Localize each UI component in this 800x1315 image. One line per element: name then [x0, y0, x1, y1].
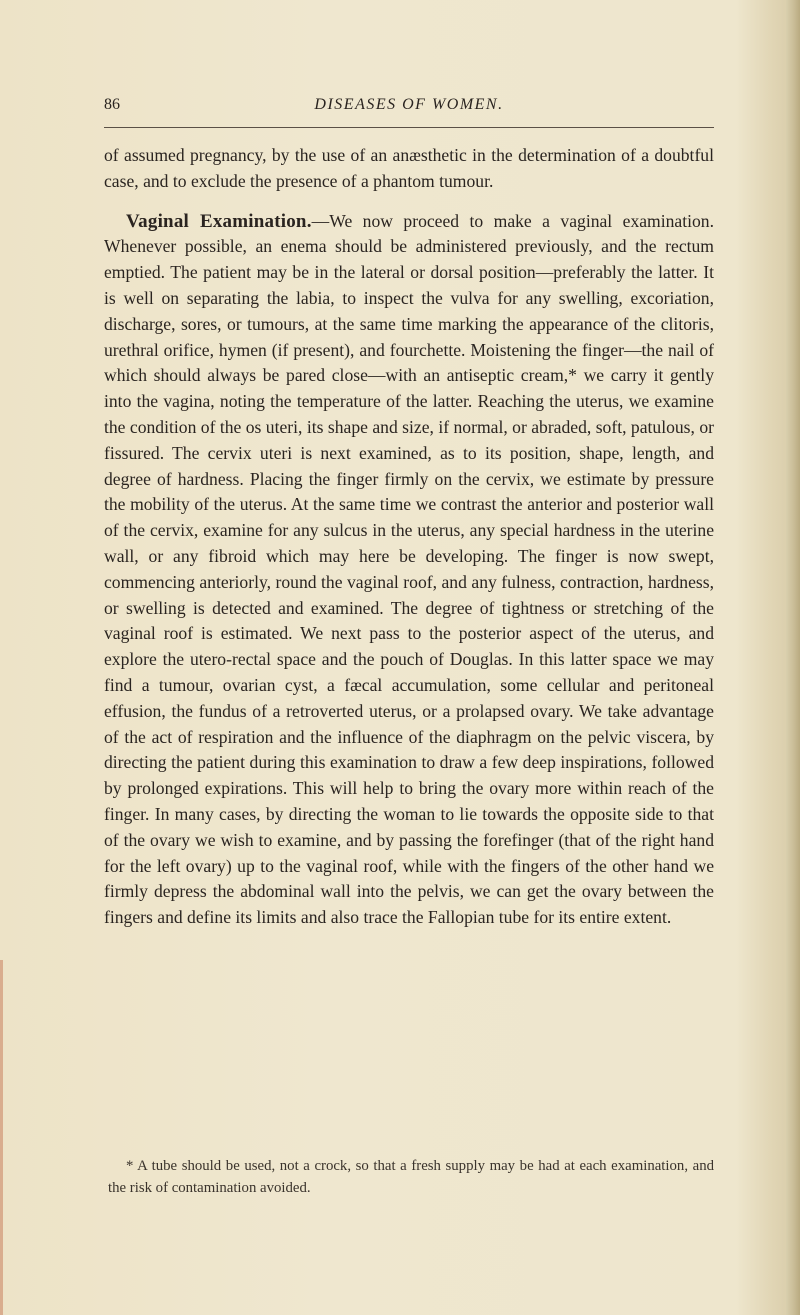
running-head: [104, 96, 714, 118]
main-text: [104, 143, 714, 931]
continuation-paragraph: of assumed pregnancy, by the use of an anæsthetic in the determination of a doubtful case, and to exclude the presence of a phantom tumour.: [104, 145, 714, 191]
section-paragraph: [104, 209, 714, 931]
page-number: 86: [104, 96, 120, 113]
page-edge-right: [786, 0, 800, 1315]
footnote: [108, 1155, 714, 1199]
header-rule: [104, 127, 714, 128]
footnote-text: * A tube should be used, not a crock, so that a fresh supply may be had at each examination, and the risk of contamination avoided.: [108, 1158, 714, 1196]
section-body: —We now proceed to make a vaginal examination. Whenever possible, an enema should be administered previously, and the rectum emptied. The patient may be in the lateral or dorsal position—preferably the latter. It is well on separating the labia, to inspect the vulva for any swelling, excoriation, discharge, sores, or tumours, at the same time marking the appearance of the clitoris, urethral orifice, hymen (if present), and fourchette. Moistening the finger—the nail of which should always be pared close—with an antiseptic cream,* we carry it gently into the vagina, noting the temperature of the latter. Reaching the uterus, we examine the condition of the os uteri, its shape and size, if normal, or abraded, soft, patulous, or fissured. The cervix uteri is next examined, as to its position, shape, length, and degree of hardness. Placing the finger firmly on the cervix, we estimate by pressure the mobility of the uterus. At the same time we contrast the anterior and posterior wall of the cervix, examine for any sulcus in the uterus, any special hardness in the uterine wall, or any fibroid which may here be developing. The finger is now swept, commencing anteriorly, round the vaginal roof, and any fulness, contraction, hardness, or swelling is detected and examined. The degree of tightness or stretching of the vaginal roof is estimated. We next pass to the posterior aspect of the uterus, and explore the utero-rectal space and the pouch of Douglas. In this latter space we may find a tumour, ovarian cyst, a fæcal accumulation, some cellular and peritoneal effusion, the fundus of a retroverted uterus, or a prolapsed ovary. We take advantage of the act of respiration and the influence of the diaphragm on the pelvic viscera, by directing the patient during this examination to draw a few deep inspirations, followed by prolonged expirations. This will help to bring the ovary more within reach of the finger. In many cases, by directing the woman to lie towards the opposite side to that of the ovary we wish to examine, and by passing the forefinger (that of the right hand for the left ovary) up to the vaginal roof, while with the fingers of the other hand we firmly depress the abdominal wall into the pelvis, we can get the ovary between the fingers and define its limits and also trace the Fallopian tube for its entire extent.: [104, 210, 714, 928]
section-heading: Vaginal Examination.: [126, 210, 312, 232]
page-edge-left: [0, 960, 3, 1315]
book-title: DISEASES OF WOMEN.: [314, 96, 504, 113]
section-vaginal-examination: [104, 209, 714, 931]
